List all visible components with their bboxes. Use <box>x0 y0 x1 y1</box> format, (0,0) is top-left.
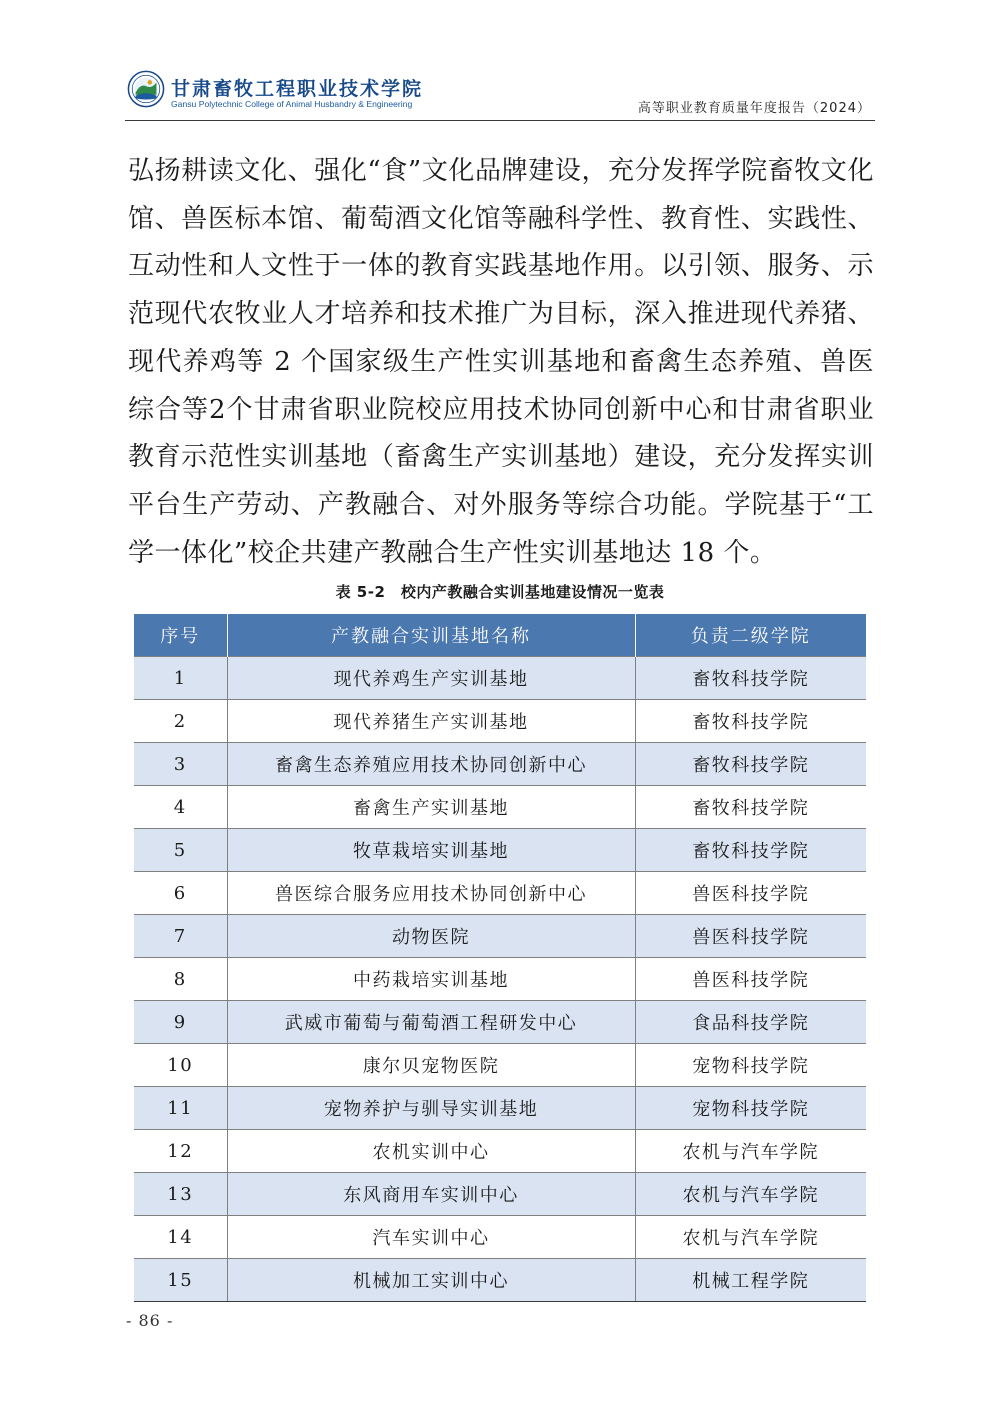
row-no: 10 <box>134 1044 227 1087</box>
row-college: 食品科技学院 <box>635 1001 866 1044</box>
header-cell-name: 产教融合实训基地名称 <box>227 614 635 657</box>
row-college: 机械工程学院 <box>635 1259 866 1302</box>
row-no: 5 <box>134 829 227 872</box>
table-row <box>134 1001 866 1044</box>
body-paragraph: 弘扬耕读文化、强化“食”文化品牌建设，充分发挥学院畜牧文化馆、兽医标本馆、葡萄酒文化馆等融科学性、教育性、实践性、互动性和人文性于一体的教育实践基地作用。以引领、服务、示范现代农牧业人才培养和技术推广为目标，深入推进现代养猪、现代养鸡等 2 个国家级生产性实训基地和畜禽生态养殖、兽医综合等2个甘肃省职业院校应用技术协同创新中心和甘肃省职业教育示范性实训基地（畜禽生产实训基地）建设，充分发挥实训平台生产劳动、产教融合、对外服务等综合功能。学院基于“工学一体化”校企共建产教融合生产性实训基地达 18 个。 <box>128 156 874 568</box>
row-college: 兽医科技学院 <box>635 958 866 1001</box>
row-no: 11 <box>134 1087 227 1130</box>
row-base-name: 兽医综合服务应用技术协同创新中心 <box>227 872 635 915</box>
college-emblem-icon <box>127 70 165 108</box>
table-row <box>134 915 866 958</box>
table-header-row <box>134 614 866 657</box>
row-college: 农机与汽车学院 <box>635 1173 866 1216</box>
school-name-cn: 甘肃畜牧工程职业技术学院 <box>171 78 424 100</box>
page-header <box>125 68 875 121</box>
table-row <box>134 743 866 786</box>
row-no: 13 <box>134 1173 227 1216</box>
table-row <box>134 1130 866 1173</box>
row-no: 14 <box>134 1216 227 1259</box>
row-no: 15 <box>134 1259 227 1302</box>
row-college: 畜牧科技学院 <box>635 786 866 829</box>
row-no: 12 <box>134 1130 227 1173</box>
row-no: 4 <box>134 786 227 829</box>
row-no: 2 <box>134 700 227 743</box>
row-college: 畜牧科技学院 <box>635 743 866 786</box>
table-row <box>134 829 866 872</box>
row-base-name: 汽车实训中心 <box>227 1216 635 1259</box>
row-base-name: 中药栽培实训基地 <box>227 958 635 1001</box>
header-cell-college: 负责二级学院 <box>635 614 866 657</box>
table-row <box>134 1259 866 1302</box>
table-header <box>134 614 866 657</box>
row-base-name: 现代养鸡生产实训基地 <box>227 657 635 700</box>
row-college: 宠物科技学院 <box>635 1044 866 1087</box>
row-no: 3 <box>134 743 227 786</box>
row-no: 8 <box>134 958 227 1001</box>
row-college: 畜牧科技学院 <box>635 657 866 700</box>
row-college: 农机与汽车学院 <box>635 1130 866 1173</box>
row-base-name: 农机实训中心 <box>227 1130 635 1173</box>
row-base-name: 机械加工实训中心 <box>227 1259 635 1302</box>
row-college: 兽医科技学院 <box>635 872 866 915</box>
row-base-name: 动物医院 <box>227 915 635 958</box>
table-row <box>134 786 866 829</box>
row-base-name: 现代养猪生产实训基地 <box>227 700 635 743</box>
table-body <box>134 657 866 1302</box>
table-row <box>134 1087 866 1130</box>
row-college: 兽医科技学院 <box>635 915 866 958</box>
row-base-name: 宠物养护与驯导实训基地 <box>227 1087 635 1130</box>
row-base-name: 畜禽生态养殖应用技术协同创新中心 <box>227 743 635 786</box>
row-college: 农机与汽车学院 <box>635 1216 866 1259</box>
row-college: 畜牧科技学院 <box>635 829 866 872</box>
row-base-name: 武威市葡萄与葡萄酒工程研发中心 <box>227 1001 635 1044</box>
row-no: 7 <box>134 915 227 958</box>
header-cell-no: 序号 <box>134 614 227 657</box>
table-row <box>134 958 866 1001</box>
table-row <box>134 700 866 743</box>
table-caption: 表 5-2 校内产教融合实训基地建设情况一览表 <box>335 583 665 601</box>
row-no: 1 <box>134 657 227 700</box>
row-base-name: 畜禽生产实训基地 <box>227 786 635 829</box>
training-base-table <box>134 614 866 1302</box>
page-number: - 86 - <box>126 1311 174 1330</box>
row-base-name: 康尔贝宠物医院 <box>227 1044 635 1087</box>
row-base-name: 东风商用车实训中心 <box>227 1173 635 1216</box>
row-college: 畜牧科技学院 <box>635 700 866 743</box>
school-name-en: Gansu Polytechnic College of Animal Husbandry & Engineering <box>171 99 413 109</box>
table-row <box>134 872 866 915</box>
row-college: 宠物科技学院 <box>635 1087 866 1130</box>
table-row <box>134 1173 866 1216</box>
row-no: 6 <box>134 872 227 915</box>
table-row <box>134 1044 866 1087</box>
report-title: 高等职业教育质量年度报告（2024） <box>637 101 871 116</box>
row-base-name: 牧草栽培实训基地 <box>227 829 635 872</box>
table-row <box>134 1216 866 1259</box>
table-row <box>134 657 866 700</box>
row-no: 9 <box>134 1001 227 1044</box>
